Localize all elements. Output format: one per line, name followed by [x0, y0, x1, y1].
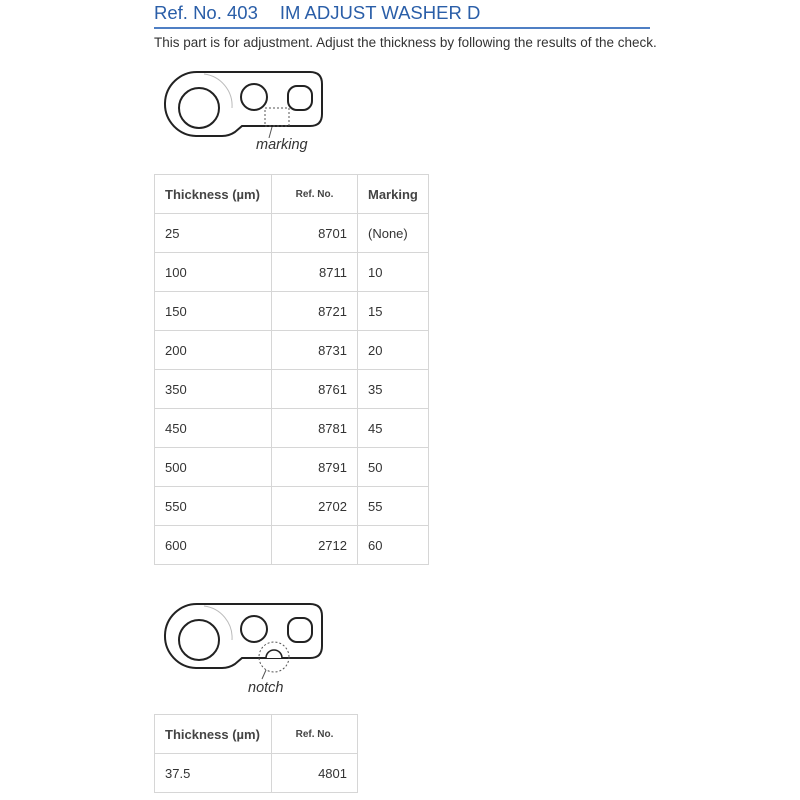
thickness-column-header: Thickness (µm)	[155, 175, 272, 214]
table-row	[155, 331, 429, 370]
ref-cell: 8791	[272, 448, 358, 487]
table-row	[155, 292, 429, 331]
marking-label: marking	[256, 137, 308, 153]
marking-cell: 60	[358, 526, 429, 565]
ref-column-header: Ref. No.	[272, 715, 358, 754]
table-row	[155, 253, 429, 292]
table-row	[155, 754, 358, 793]
ref-number: Ref. No. 403	[154, 2, 258, 23]
table-row	[155, 448, 429, 487]
washer-notch-drawing	[150, 600, 335, 680]
table-row	[155, 214, 429, 253]
table-header-row	[155, 175, 429, 214]
table-row	[155, 409, 429, 448]
part-description: This part is for adjustment. Adjust the thickness by following the results of the check.	[154, 35, 657, 50]
page-title	[154, 2, 650, 29]
part-name: IM ADJUST WASHER D	[279, 2, 481, 23]
ref-cell: 8781	[272, 409, 358, 448]
marking-cell: 55	[358, 487, 429, 526]
ref-cell: 8761	[272, 370, 358, 409]
marking-cell: 45	[358, 409, 429, 448]
marking-cell: (None)	[358, 214, 429, 253]
thickness-cell: 600	[155, 526, 272, 565]
ref-cell: 8721	[272, 292, 358, 331]
thickness-cell: 350	[155, 370, 272, 409]
thickness-column-header: Thickness (µm)	[155, 715, 272, 754]
table-row	[155, 370, 429, 409]
ref-cell: 2702	[272, 487, 358, 526]
marking-cell: 15	[358, 292, 429, 331]
thickness-cell: 450	[155, 409, 272, 448]
thickness-cell: 200	[155, 331, 272, 370]
notch-thickness-table	[154, 714, 358, 793]
notch-label: notch	[248, 680, 284, 696]
marking-cell: 50	[358, 448, 429, 487]
thickness-cell: 25	[155, 214, 272, 253]
washer-marking-drawing	[150, 68, 335, 138]
marking-cell: 35	[358, 370, 429, 409]
table-row	[155, 487, 429, 526]
ref-cell: 4801	[272, 754, 358, 793]
marking-cell: 20	[358, 331, 429, 370]
table-row	[155, 526, 429, 565]
washer-diagram-notch	[150, 600, 335, 680]
thickness-cell: 550	[155, 487, 272, 526]
marking-column-header: Marking	[358, 175, 429, 214]
ref-cell: 8701	[272, 214, 358, 253]
thickness-cell: 150	[155, 292, 272, 331]
ref-cell: 8731	[272, 331, 358, 370]
thickness-cell: 500	[155, 448, 272, 487]
ref-cell: 8711	[272, 253, 358, 292]
thickness-cell: 100	[155, 253, 272, 292]
ref-cell: 2712	[272, 526, 358, 565]
thickness-table	[154, 174, 429, 565]
marking-cell: 10	[358, 253, 429, 292]
washer-diagram-marking	[150, 68, 335, 138]
table-header-row	[155, 715, 358, 754]
thickness-cell: 37.5	[155, 754, 272, 793]
ref-column-header: Ref. No.	[272, 175, 358, 214]
